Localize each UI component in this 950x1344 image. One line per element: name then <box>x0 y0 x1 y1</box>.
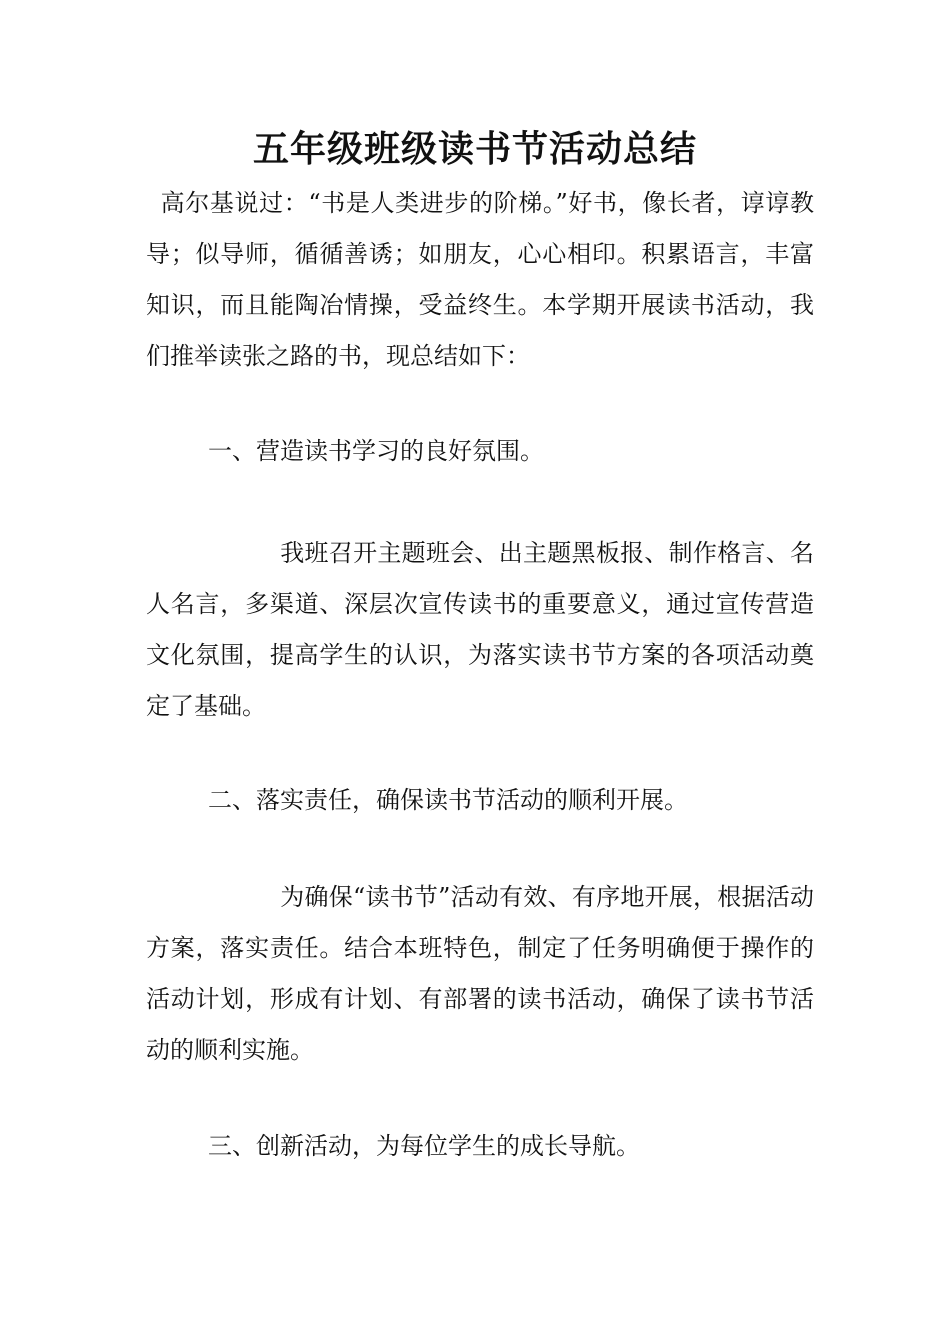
section-1-heading: 一、营造读书学习的良好氛围。 <box>208 437 544 465</box>
intro-text: 高尔基说过：“书是人类进步的阶梯。”好书，像长者，谆谆教导；似导师，循循善诱；如朋友，心心相印。积累语言，丰富知识，而且能陶冶情操，受益终生。本学期开展读书活动，我们推举读张之路的书，现总结如下： <box>146 189 814 370</box>
section-2-body <box>146 872 814 1076</box>
document-title: 五年级班级读书节活动总结 <box>252 129 697 170</box>
section-3-heading: 三、创新活动，为每位学生的成长导航。 <box>208 1132 640 1160</box>
intro-paragraph <box>146 178 814 382</box>
section-2-heading: 二、落实责任，确保读书节活动的顺利开展。 <box>208 786 688 814</box>
section-2-body-text: 为确保“读书节”活动有效、有序地开展，根据活动方案，落实责任。结合本班特色，制定了任务明确便于操作的活动计划，形成有计划、有部署的读书活动，确保了读书节活动的顺利实施。 <box>146 883 814 1064</box>
section-1-body <box>146 528 814 732</box>
section-1-body-text: 我班召开主题班会、出主题黑板报、制作格言、名人名言，多渠道、深层次宣传读书的重要意义，通过宣传营造文化氛围，提高学生的认识，为落实读书节方案的各项活动奠定了基础。 <box>146 539 814 720</box>
